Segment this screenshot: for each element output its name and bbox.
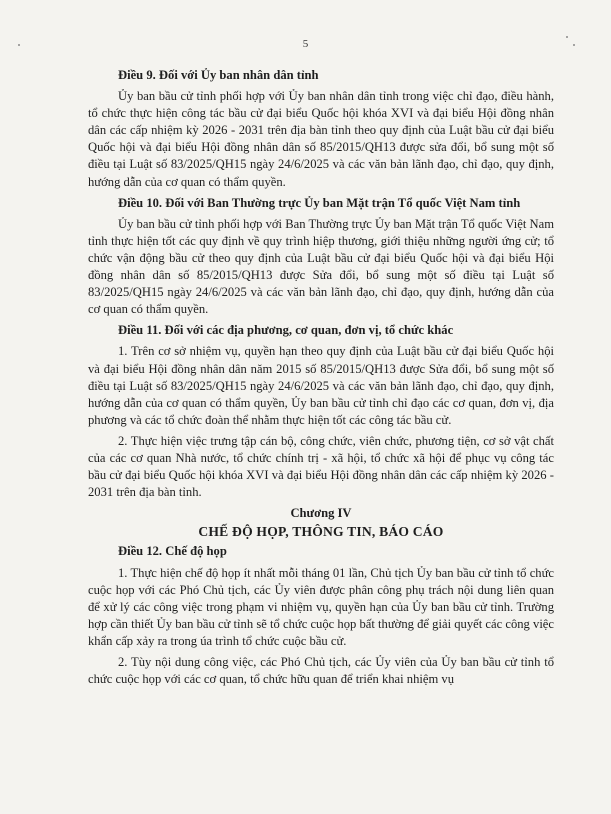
document-body bbox=[88, 64, 554, 692]
article-12-paragraph-2: 2. Tùy nội dung công việc, các Phó Chủ tịch, các Ủy viên của Ủy ban bầu cử tỉnh tổ chức cuộc họp với các cơ quan, tổ chức hữu quan để triển khai nhiệm vụ bbox=[88, 655, 554, 687]
article-10-paragraph: Ủy ban bầu cử tỉnh phối hợp với Ban Thường trực Ủy ban Mặt trận Tổ quốc Việt Nam tỉnh thực hiện tốt các quy định về quy trình hiệp thương, giới thiệu những người ứng cử; tổ chức vận động bầu cử theo quy định của Luật bầu cử đại biểu Quốc hội và đại biểu Hội đồng nhân dân số 85/2015/QH13 được Sửa đổi, bổ sung một số điều tại Luật số 83/2025/QH15 ngày 24/6/2025 và các văn bản lãnh đạo, chỉ đạo, quy định, hướng dẫn của cơ quan có thẩm quyền. bbox=[88, 216, 554, 317]
article-11-heading: Điều 11. Đối với các địa phương, cơ quan, đơn vị, tổ chức khác bbox=[118, 323, 454, 338]
article-9-heading: Điều 9. Đối với Ủy ban nhân dân tỉnh bbox=[118, 68, 319, 82]
article-10-heading: Điều 10. Đối với Ban Thường trực Ủy ban Mặt trận Tổ quốc Việt Nam tỉnh bbox=[118, 195, 521, 210]
article-12-heading: Điều 12. Chế độ họp bbox=[118, 544, 227, 559]
page-number: 5 bbox=[302, 38, 309, 50]
chapter-title: CHẾ ĐỘ HỌP, THÔNG TIN, BÁO CÁO bbox=[198, 524, 444, 540]
article-11-paragraph-1: 1. Trên cơ sở nhiệm vụ, quyền hạn theo quy định của Luật bầu cử đại biểu Quốc hội và đại biểu Hội đồng nhân dân năm 2015 số 85/2015/QH13 được Sửa đổi, bổ sung một số điều tại Luật số 83/2025/QH15 ngày 24/6/2025 và các văn bản lãnh đạo, chỉ đạo, quy định, hướng dẫn của cơ quan có thẩm quyền, Ủy ban bầu cử tỉnh chỉ đạo các cơ quan, đơn vị, địa phương và các tổ chức đoàn thể nhằm thực hiện tốt các công tác bầu cử. bbox=[88, 344, 554, 427]
article-9-paragraph: Ủy ban bầu cử tỉnh phối hợp với Ủy ban nhân dân tỉnh trong việc chỉ đạo, điều hành, tổ chức thực hiện công tác bầu cử đại biểu Quốc hội khóa XVI và đại biểu Hội đồng nhân dân các cấp nhiệm kỳ 2026 - 2031 trên địa bàn tỉnh theo quy định của Luật bầu cử đại biểu Quốc hội và đại biểu Hội đồng nhân dân số 85/2015/QH13 được sửa đổi, bổ sung một số điều tại Luật số 83/2025/QH15 ngày 24/6/2025 và các văn bản lãnh đạo, chỉ đạo, quy định, hướng dẫn của cơ quan có thẩm quyền. bbox=[88, 89, 554, 189]
article-12-paragraph-1: 1. Thực hiện chế độ họp ít nhất mỗi tháng 01 lần, Chủ tịch Ủy ban bầu cử tỉnh tổ chức cuộc họp với các Phó Chủ tịch, các Ủy viên được phân công phụ trách nội dung liên quan để xử lý các công việc trong phạm vi nhiệm vụ, quyền hạn của Ủy ban bầu cử tỉnh. Trường hợp cần thiết Ủy ban bầu cử tỉnh sẽ tổ chức cuộc họp bất thường để giải quyết các công việc khẩn cấp xảy ra trong úa trình tổ chức cuộc bầu cử. bbox=[88, 565, 554, 648]
article-11-paragraph-2: 2. Thực hiện việc trưng tập cán bộ, công chức, viên chức, phương tiện, cơ sở vật chất của các cơ quan Nhà nước, tổ chức chính trị - xã hội, tổ chức xã hội để phục vụ công tác bầu cử đại biểu Quốc hội khóa XVI và đại biểu Hội đồng nhân dân các cấp nhiệm kỳ 2026 - 2031 trên địa bàn tỉnh. bbox=[88, 433, 554, 500]
chapter-label: Chương IV bbox=[290, 506, 352, 521]
